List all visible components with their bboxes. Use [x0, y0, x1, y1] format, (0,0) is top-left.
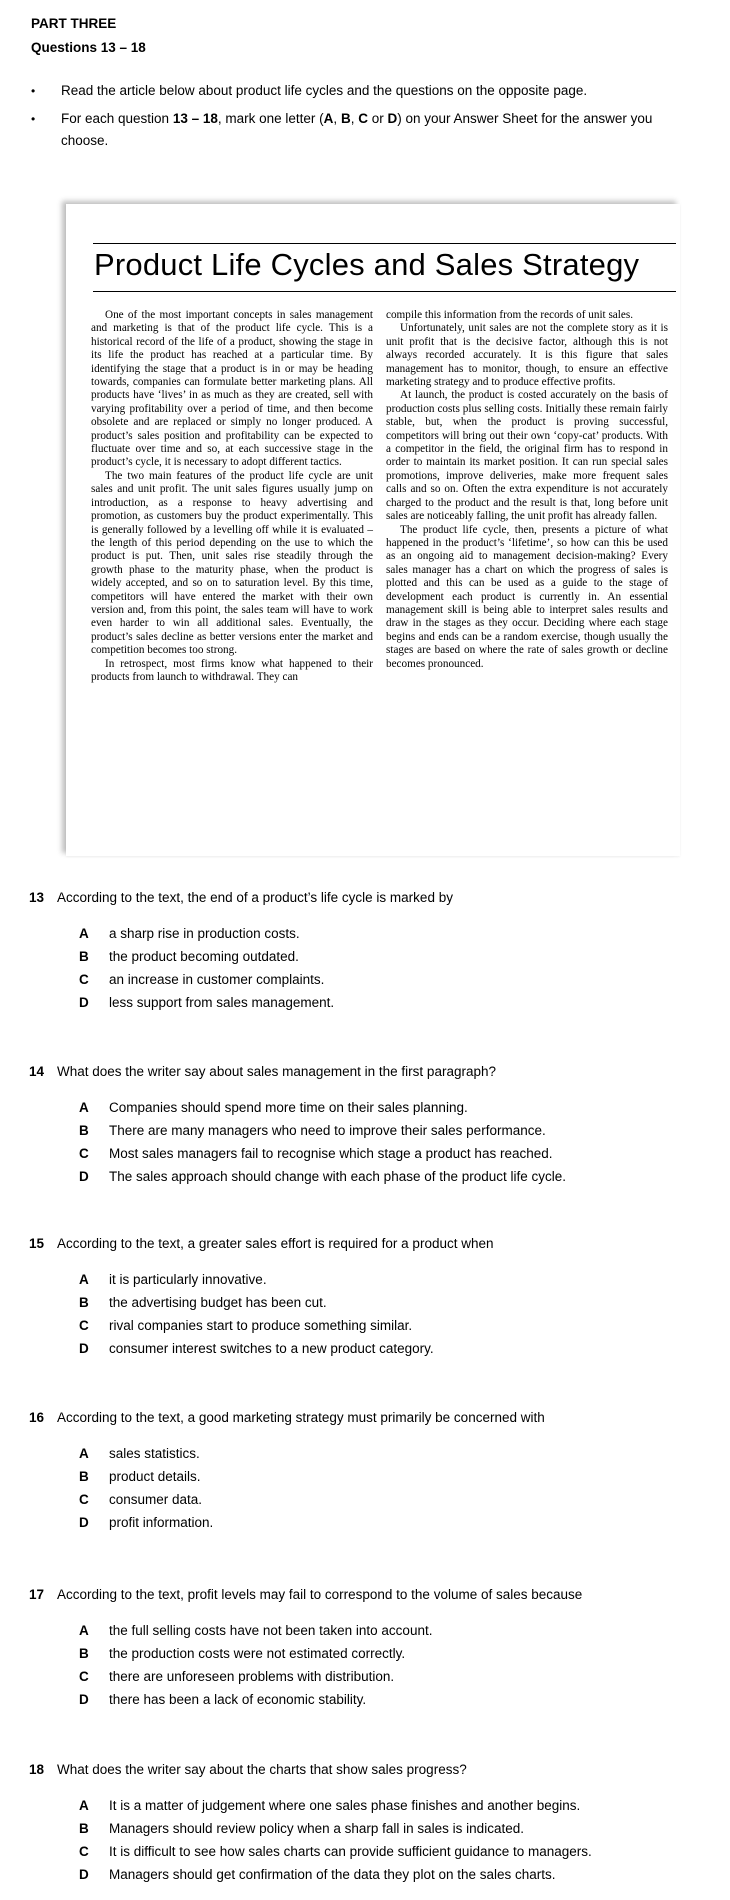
- option[interactable]: [79, 1688, 709, 1711]
- option[interactable]: [79, 1863, 709, 1886]
- option-text: Companies should spend more time on their sales planning.: [109, 1100, 468, 1115]
- option-letter: C: [79, 1146, 89, 1161]
- paragraph: compile this information from the records of unit sales.: [386, 309, 633, 321]
- article-column-left: [91, 309, 373, 684]
- question-stem: According to the text, profit levels may fail to correspond to the volume of sales because: [57, 1587, 583, 1602]
- option-text: the production costs were not estimated correctly.: [109, 1646, 406, 1661]
- paragraph: One of the most important concepts in sales management and marketing is that of the product life cycle. This is a historical record of the life of a product, showing the stage in its life the product has reached at a particular time. By identifying the stage that a product is in or may be heading towards, companies can formulate better marketing plans. All products have ‘lives’ in as much as they are created, sell with varying profitability over a period of time, and then become obsolete and are replaced or simply no longer produced. A product’s sales position and profitability can be expected to fluctuate over time and so, at each successive stage in the product’s cycle, it is necessary to adopt different tactics.: [91, 309, 373, 469]
- paragraph: At launch, the product is costed accurately on the basis of production costs plus selling costs. Initially these remain fairly stable, but, when the product is proving successful, competitors will bring out their own ‘copy-cat’ products. With a competitor in the field, the original firm has to respond in order to maintain its market position. It can run special sales promotions, improve deliveries, make more frequent sales calls and so on. Often the extra expenditure is not accurately charged to the product and the result is that, long before unit sales are noticeably falling, the unit profit has already fallen.: [386, 389, 668, 523]
- option-text: It is difficult to see how sales charts can provide sufficient guidance to managers.: [109, 1844, 592, 1859]
- option-text: consumer interest switches to a new product category.: [109, 1341, 434, 1356]
- options-list: [79, 1096, 709, 1188]
- paragraph: In retrospect, most firms know what happened to their products from launch to withdrawal. They can: [91, 657, 373, 683]
- option-text: the product becoming outdated.: [109, 949, 299, 964]
- article-panel: [66, 204, 680, 856]
- question-18: [29, 1762, 709, 1886]
- option-letter: C: [79, 1844, 89, 1859]
- option-text: Managers should review policy when a sharp fall in sales is indicated.: [109, 1821, 524, 1836]
- question-number: 13: [29, 890, 45, 905]
- question-17: [29, 1587, 709, 1711]
- options-list: [79, 1268, 709, 1360]
- option-letter: D: [79, 1867, 89, 1882]
- option-letter: B: [79, 1295, 89, 1310]
- option[interactable]: [79, 1488, 709, 1511]
- option[interactable]: [79, 1465, 709, 1488]
- option-text: profit information.: [109, 1515, 214, 1530]
- paragraph: The product life cycle, then, presents a picture of what happened in the product’s ‘lifetime’, so how can this be used as an ongoing aid to management decision-making? Every sales manager has a chart on which the progress of sales is plotted and this can be used as a guide to the stage of development each product is currently in. An essential management skill is being able to interpret sales results and draw in the stages as they occur. Deciding where each stage begins and ends can be a random exercise, though usually the stages are based on where the rate of sales growth or decline becomes pronounced.: [386, 523, 668, 670]
- option-letter: D: [79, 995, 89, 1010]
- options-list: [79, 1619, 709, 1711]
- option-text: product details.: [109, 1469, 201, 1484]
- option-text: There are many managers who need to improve their sales performance.: [109, 1123, 546, 1138]
- part-title: PART THREE: [31, 16, 117, 31]
- instruction-item: [31, 80, 691, 102]
- option-text: there are unforeseen problems with distribution.: [109, 1669, 395, 1684]
- question-13: [29, 890, 709, 1014]
- option-letter: A: [79, 926, 89, 941]
- option[interactable]: [79, 1314, 709, 1337]
- option-text: there has been a lack of economic stability.: [109, 1692, 367, 1707]
- option[interactable]: [79, 1442, 709, 1465]
- option-text: The sales approach should change with each phase of the product life cycle.: [109, 1169, 567, 1184]
- bullet-icon: •: [31, 112, 36, 126]
- option-text: a sharp rise in production costs.: [109, 926, 300, 941]
- option-text: the advertising budget has been cut.: [109, 1295, 327, 1310]
- option[interactable]: [79, 968, 709, 991]
- option[interactable]: [79, 922, 709, 945]
- option-letter: C: [79, 1318, 89, 1333]
- options-list: [79, 1442, 709, 1534]
- paragraph: Unfortunately, unit sales are not the complete story as it is unit profit that is the decisive factor, although this is not always recorded accurately. It is this figure that sales management has to monitor, though, to ensure an effective marketing strategy and to produce effective profits.: [386, 322, 668, 389]
- question-number: 16: [29, 1410, 45, 1425]
- option[interactable]: [79, 991, 709, 1014]
- instruction-text: For each question 13 – 18, mark one letter (A, B, C or D) on your Answer Sheet for the answer you choose.: [61, 111, 653, 148]
- question-number: 18: [29, 1762, 45, 1777]
- bullet-icon: •: [31, 84, 36, 98]
- option[interactable]: [79, 945, 709, 968]
- option-letter: D: [79, 1341, 89, 1356]
- option-letter: D: [79, 1515, 89, 1530]
- option-text: It is a matter of judgement where one sales phase finishes and another begins.: [109, 1798, 581, 1813]
- option[interactable]: [79, 1511, 709, 1534]
- option-letter: A: [79, 1623, 89, 1638]
- option[interactable]: [79, 1119, 709, 1142]
- option[interactable]: [79, 1165, 709, 1188]
- paragraph: The two main features of the product life cycle are unit sales and unit profit. The unit sales figures usually jump on introduction, as a response to heavy advertising and promotion, as customers buy the product experimentally. This is generally followed by a levelling off while it is evaluated – the length of this period depending on the use to which the product is put. Then, unit sales rise steadily through the growth phase to the maturity phase, when the product is widely accepted, and so on to saturation level. By this time, competitors will have entered the market with their own version and, from this point, the sales team will have to work even harder to win all additional sales. Eventually, the product’s sales decline as better versions enter the market and competition becomes too strong.: [91, 469, 373, 657]
- option-text: an increase in customer complaints.: [109, 972, 325, 987]
- option-letter: B: [79, 1821, 89, 1836]
- question-stem: What does the writer say about sales management in the first paragraph?: [57, 1064, 496, 1079]
- question-14: [29, 1064, 709, 1188]
- option-letter: B: [79, 949, 89, 964]
- option-letter: B: [79, 1123, 89, 1138]
- question-stem: According to the text, a good marketing strategy must primarily be concerned with: [57, 1410, 545, 1425]
- option[interactable]: [79, 1665, 709, 1688]
- questions-range: Questions 13 – 18: [31, 40, 146, 55]
- option-text: consumer data.: [109, 1492, 203, 1507]
- option[interactable]: [79, 1096, 709, 1119]
- instructions: [31, 80, 691, 158]
- option[interactable]: [79, 1642, 709, 1665]
- instruction-item: [31, 108, 691, 152]
- option-text: sales statistics.: [109, 1446, 200, 1461]
- option-text: it is particularly innovative.: [109, 1272, 267, 1287]
- option-letter: D: [79, 1169, 89, 1184]
- option[interactable]: [79, 1142, 709, 1165]
- options-list: [79, 1794, 709, 1886]
- option-text: Managers should get confirmation of the data they plot on the sales charts.: [109, 1867, 556, 1882]
- option-text: the full selling costs have not been taken into account.: [109, 1623, 433, 1638]
- option[interactable]: [79, 1291, 709, 1314]
- option-letter: B: [79, 1469, 89, 1484]
- option-text: less support from sales management.: [109, 995, 335, 1010]
- question-16: [29, 1410, 709, 1534]
- option-letter: A: [79, 1798, 89, 1813]
- option[interactable]: [79, 1619, 709, 1642]
- question-stem: What does the writer say about the charts that show sales progress?: [57, 1762, 467, 1777]
- question-number: 15: [29, 1236, 45, 1251]
- question-15: [29, 1236, 709, 1360]
- option-letter: D: [79, 1692, 89, 1707]
- option-letter: C: [79, 1492, 89, 1507]
- page-header: [31, 12, 146, 60]
- question-stem: According to the text, a greater sales effort is required for a product when: [57, 1236, 494, 1251]
- question-stem: According to the text, the end of a product’s life cycle is marked by: [57, 890, 453, 905]
- option[interactable]: [79, 1268, 709, 1291]
- article-column-right: [386, 309, 668, 684]
- options-list: [79, 922, 709, 1014]
- option[interactable]: [79, 1794, 709, 1817]
- question-number: 14: [29, 1064, 45, 1079]
- title-rule-bottom: [93, 291, 676, 292]
- article-body: [91, 309, 668, 684]
- option-letter: A: [79, 1272, 89, 1287]
- instruction-text: Read the article below about product life cycles and the questions on the opposite page.: [61, 83, 588, 98]
- option-letter: C: [79, 972, 89, 987]
- option[interactable]: [79, 1337, 709, 1360]
- option-letter: A: [79, 1446, 89, 1461]
- option[interactable]: [79, 1840, 709, 1863]
- option-text: Most sales managers fail to recognise which stage a product has reached.: [109, 1146, 553, 1161]
- option[interactable]: [79, 1817, 709, 1840]
- title-rule-top: [93, 243, 676, 244]
- option-letter: B: [79, 1646, 89, 1661]
- option-letter: A: [79, 1100, 89, 1115]
- option-text: rival companies start to produce something similar.: [109, 1318, 413, 1333]
- question-number: 17: [29, 1587, 45, 1602]
- article-title: Product Life Cycles and Sales Strategy: [94, 247, 640, 282]
- option-letter: C: [79, 1669, 89, 1684]
